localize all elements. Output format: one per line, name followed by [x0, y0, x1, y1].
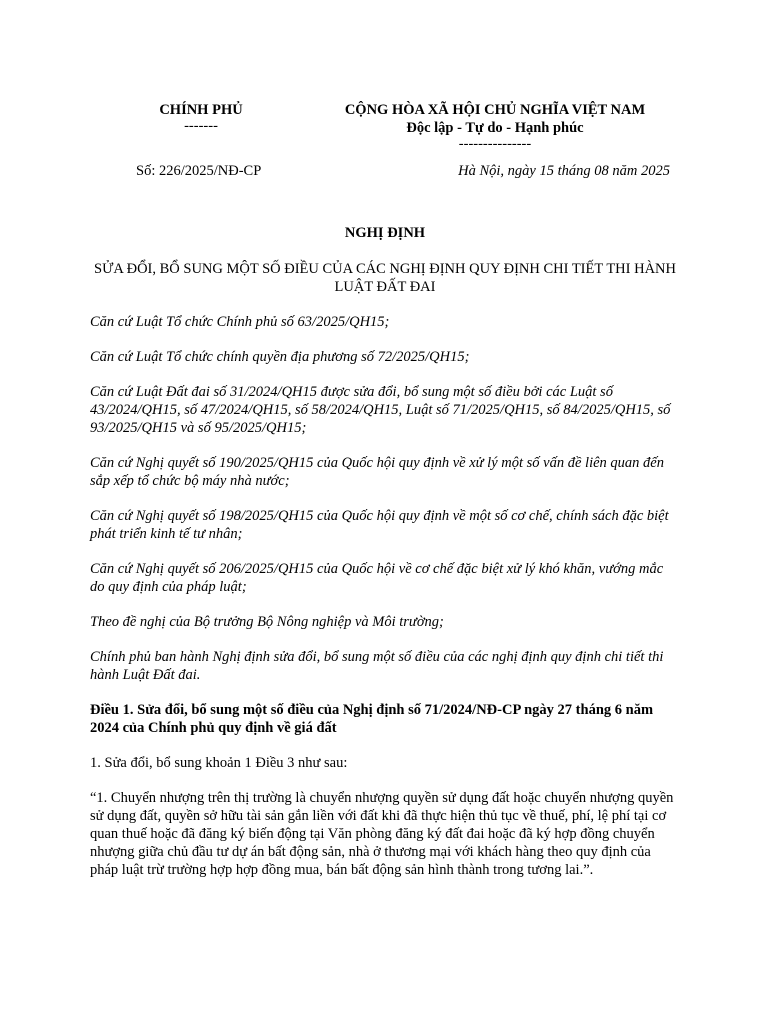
legal-basis-4: Căn cứ Nghị quyết số 190/2025/QH15 của Quốc hội quy định về xử lý một số vấn đề liên quan đến sắp xếp tổ chức bộ máy nhà nước;	[90, 455, 664, 489]
document-body	[90, 224, 680, 896]
national-title: CỘNG HÒA XÃ HỘI CHỦ NGHĨA VIỆT NAM	[344, 102, 646, 118]
clause-1-intro: 1. Sửa đổi, bổ sung khoản 1 Điều 3 như sau:	[90, 755, 348, 771]
number-date-row	[136, 162, 670, 180]
legal-basis-3: Căn cứ Luật Đất đai số 31/2024/QH15 được sửa đổi, bổ sung một số điều bởi các Luật số 43/2024/QH15, số 47/2024/QH15, số 58/2024/QH15, Luật số 71/2025/QH15, số 84/2025/QH15, số 93/2025/QH15 và số 95/2025/QH15;	[90, 384, 671, 436]
clause-1-text: “1. Chuyển nhượng trên thị trường là chuyển nhượng quyền sử dụng đất hoặc chuyển nhượng quyền sử dụng đất, quyền sở hữu tài sản gắn liền với đất khi đã thực hiện thủ tục về thuế, phí, lệ phí tại cơ quan thuế hoặc đã đăng ký biến động tại Văn phòng đăng ký đất đai hoặc đã ký hợp đồng chuyển nhượng giữa chủ đầu tư dự án bất động sản, nhà ở thương mại với khách hàng theo quy định của pháp luật trừ trường hợp hợp đồng mua, bán bất động sản hình thành trong tương lai.”.	[90, 790, 674, 878]
place-date: Hà Nội, ngày 15 tháng 08 năm 2025	[458, 163, 670, 179]
legal-basis-2: Căn cứ Luật Tổ chức chính quyền địa phương số 72/2025/QH15;	[90, 349, 470, 365]
document-subtitle: SỬA ĐỔI, BỔ SUNG MỘT SỐ ĐIỀU CỦA CÁC NGHỊ ĐỊNH QUY ĐỊNH CHI TIẾT THI HÀNH LUẬT ĐẤT ĐAI	[94, 261, 676, 295]
proposal-basis: Theo đề nghị của Bộ trưởng Bộ Nông nghiệp và Môi trường;	[90, 614, 444, 630]
issuing-authority: CHÍNH PHỦ	[159, 102, 243, 118]
article-1-heading: Điều 1. Sửa đổi, bổ sung một số điều của Nghị định số 71/2024/NĐ-CP ngày 27 tháng 6 năm 2024 của Chính phủ quy định về giá đất	[90, 702, 654, 736]
national-motto: Độc lập - Tự do - Hạnh phúc	[406, 120, 584, 136]
document-number: Số: 226/2025/NĐ-CP	[136, 163, 262, 179]
promulgation-statement: Chính phủ ban hành Nghị định sửa đổi, bổ sung một số điều của các nghị định quy định chi tiết thi hành Luật Đất đai.	[90, 649, 664, 683]
national-title-block	[320, 101, 670, 151]
legal-basis-6: Căn cứ Nghị quyết số 206/2025/QH15 của Quốc hội về cơ chế đặc biệt xử lý khó khăn, vướng mắc do quy định của pháp luật;	[90, 561, 664, 595]
legal-basis-5: Căn cứ Nghị quyết số 198/2025/QH15 của Quốc hội quy định về một số cơ chế, chính sách đặc biệt phát triển kinh tế tư nhân;	[90, 508, 669, 542]
authority-separator: -------	[184, 118, 218, 134]
document-title: NGHỊ ĐỊNH	[344, 225, 426, 241]
issuing-authority-block	[136, 101, 266, 133]
legal-basis-1: Căn cứ Luật Tổ chức Chính phủ số 63/2025/QH15;	[90, 314, 390, 330]
motto-separator: ---------------	[458, 136, 532, 152]
